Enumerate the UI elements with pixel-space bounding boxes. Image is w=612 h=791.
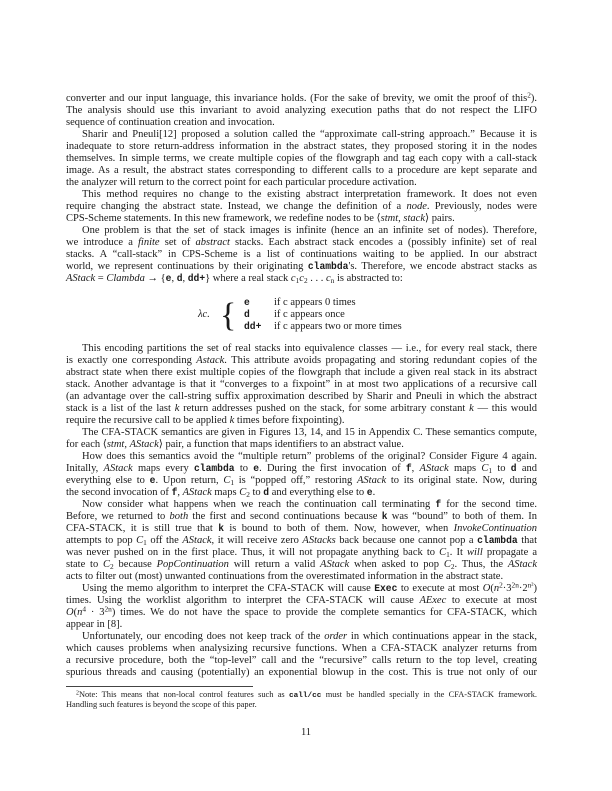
text-line (66, 499, 537, 511)
text-run: , (398, 213, 404, 224)
text-run: return addresses pushed on the stack, for some arbitrary constant (179, 403, 470, 414)
script-text: n² (527, 580, 534, 590)
text-line (66, 475, 537, 487)
text-line (66, 201, 537, 213)
script-text: 1 (230, 477, 235, 487)
text-run: to (234, 463, 254, 474)
italic-text: O (482, 583, 491, 594)
italic-text: AStacks (302, 535, 336, 546)
script-text: 2n (511, 580, 519, 590)
text-run: ( (73, 607, 78, 618)
case-value: dd+ (244, 321, 262, 332)
text-run: will return a valid (228, 559, 321, 570)
italic-text: stmt (380, 213, 399, 224)
italic-text: c (299, 273, 304, 284)
text-line (66, 427, 537, 439)
text-run: , (182, 273, 188, 284)
text-run: ) (533, 583, 537, 594)
text-line (66, 90, 537, 105)
formula-brace: { (220, 297, 237, 334)
text-run: to execute at most (446, 595, 538, 606)
text-line (66, 571, 537, 583)
paragraph (66, 189, 537, 225)
italic-text: Astack (196, 355, 225, 366)
text-run: Handling such features is beyond the scope of this paper. (66, 700, 257, 709)
formula-case (244, 309, 345, 321)
text-line (66, 367, 537, 379)
text-run: is exactly one corresponding (66, 355, 197, 366)
case-condition: if c appears 0 times (274, 297, 356, 308)
italic-text: k (174, 403, 180, 414)
text-line (66, 165, 537, 177)
text-run: . This attribute avoids propagating and storing redundant copies of the (224, 355, 538, 366)
text-line (66, 451, 537, 463)
text-run: attempts to pop (66, 535, 137, 546)
code-text: clambda (477, 535, 518, 546)
italic-text: C (103, 559, 111, 570)
text-line (66, 237, 537, 249)
case-value: e (244, 297, 250, 308)
code-text: e (253, 463, 260, 474)
italic-text: n (493, 583, 500, 594)
case-condition: if c appears once (274, 309, 345, 320)
text-run: . Upon return, (155, 475, 224, 486)
text-run: How does this semantics avoid the “multiple return” problems of the original? Consider Figure 4 again. (82, 451, 537, 462)
script-text: 2 (246, 489, 250, 499)
footnote (66, 690, 537, 710)
script-text: 2 (499, 580, 503, 590)
script-text: 2 (527, 90, 531, 100)
text-run: require the recursive call to be applied (66, 415, 230, 426)
code-text: k (381, 511, 388, 522)
text-run: maps (448, 463, 482, 474)
text-run: for the second time. (441, 499, 537, 510)
footnote-divider (66, 686, 253, 687)
text-run: This method requires no change to the existing abstract interpretation framework. It does not even (82, 189, 537, 200)
italic-text: finite (138, 237, 160, 248)
text-run: ⟩ pairs. (425, 213, 455, 224)
script-text: 2 (450, 561, 455, 571)
text-line (66, 690, 537, 700)
italic-text: stmt (106, 439, 125, 450)
code-text: clambda (193, 463, 235, 474)
text-line (66, 631, 537, 643)
text-run: · 3 (86, 607, 105, 618)
text-run: maps (211, 487, 240, 498)
text-run: propagate a (482, 547, 537, 558)
text-line (66, 213, 537, 225)
text-run: 's. Therefore, we encode abstract stacks as (348, 261, 537, 272)
italic-text: C (443, 559, 451, 570)
text-run: The analysis should use this invariant to avoid analyzing execution paths that do not respect the LIFO (66, 105, 537, 116)
text-run: acts to filter out (most) unwanted continuations from the overestimated information in the abstract state. (66, 571, 504, 582)
paragraph (66, 129, 537, 189)
code-text: dd+ (187, 273, 206, 284)
italic-text: k (229, 415, 235, 426)
text-line (66, 225, 537, 237)
italic-text: stack (403, 213, 425, 224)
text-run: . Previously, nodes were (426, 201, 538, 212)
text-line (66, 105, 537, 117)
italic-text: AStack (507, 559, 537, 570)
paragraph (66, 427, 537, 451)
text-run: ) times. We do not have the space to provide the complete semantics for CFA-STACK, which (111, 607, 537, 618)
text-run: . . . (307, 273, 326, 284)
italic-text: AStack (182, 535, 212, 546)
text-line (66, 177, 537, 189)
text-run: CPS-Scheme statements. In this new framework, we redefine nodes to be ⟨ (66, 213, 381, 224)
italic-text: k (469, 403, 474, 414)
document-page (66, 90, 538, 679)
text-line (66, 403, 537, 415)
text-run: a recursive procedure, both the “top-level” call and the “recursive” calls return to the top level, creating (66, 655, 537, 666)
text-run: sequence of continuation creation and invocation. (66, 117, 275, 128)
text-run: and everything else to (269, 487, 367, 498)
italic-text: AStack (66, 273, 96, 284)
italic-text: C (239, 487, 247, 498)
italic-text: O (66, 607, 74, 618)
text-run: stack is a list of the last (66, 403, 175, 414)
text-line (66, 559, 537, 571)
italic-text: Clambda (106, 273, 145, 284)
text-run: converter and our input language, this invariance holds. (For the sake of brevity, we omit the proof of this (66, 93, 528, 104)
code-text: d (510, 463, 517, 474)
text-line (66, 415, 537, 427)
text-line (66, 511, 537, 523)
formula-lambda: λc. (198, 309, 210, 320)
text-run: Before, we returned to (66, 511, 170, 522)
paragraph (66, 225, 537, 285)
code-text: e (366, 487, 373, 498)
text-run: Note: This means that non-local control features such as (78, 690, 289, 699)
text-run: Initally, (66, 463, 104, 474)
text-run: is bound to both of them. Now, however, when (224, 523, 454, 534)
body-text-part-1 (66, 90, 538, 285)
italic-text: node (406, 201, 427, 212)
text-run: } where a real stack (205, 273, 291, 284)
text-run: Using the memo algorithm to interpret the CFA-STACK will cause (82, 583, 375, 594)
text-run: , it will receive zero (211, 535, 303, 546)
case-condition: if c appears two or more times (274, 321, 402, 332)
text-run: ·3 (502, 583, 512, 594)
code-text: call/cc (288, 692, 322, 700)
text-run: and (516, 463, 538, 474)
text-line (66, 643, 537, 655)
text-line (66, 439, 537, 451)
paragraph (66, 499, 537, 583)
formula-case (244, 297, 356, 309)
text-run: . During the first invocation of (259, 463, 406, 474)
italic-text: both (169, 511, 189, 522)
text-line (66, 153, 537, 165)
text-run: One problem is that the set of stack images is infinite (hence an an infinite set of nodes). Therefore, (82, 225, 537, 236)
text-run: to (492, 463, 511, 474)
text-run: image. As a result, the abstract states corresponding to different calls to a procedure are kept separate and (66, 165, 537, 176)
text-run: Sharir and Pneuli[12] proposed a solution called the “approximate call-string approach.” Because it is (82, 129, 537, 140)
text-run: — this would (473, 403, 538, 414)
text-run: Now consider what happens when we reach the continuation call terminating (82, 499, 436, 510)
paragraph (66, 343, 537, 427)
italic-text: C (223, 475, 231, 486)
text-line (66, 487, 537, 499)
text-run: , (124, 439, 130, 450)
text-run: we introduce a (66, 237, 139, 248)
text-run: the first and second continuations because (188, 511, 382, 522)
text-run: world, we represent continuations by their originating (66, 261, 308, 272)
text-line (66, 580, 537, 595)
text-line (66, 604, 537, 619)
italic-text: AStack (320, 559, 350, 570)
text-line (66, 117, 537, 129)
text-run: → { (144, 273, 166, 284)
page-number: 11 (300, 727, 312, 738)
text-run: everything else to (66, 475, 150, 486)
text-line (66, 343, 537, 355)
script-text: 1 (488, 465, 493, 475)
code-text: Exec (374, 583, 398, 594)
text-run: times before fixpointing). (234, 415, 345, 426)
text-run: that (517, 535, 537, 546)
text-line (66, 595, 537, 607)
italic-text: AStack (356, 475, 387, 486)
text-run: for each ⟨ (66, 439, 107, 450)
text-run: abstract state when there exist multiple copies of the flowgraph that include a given real stack in its abstract (66, 367, 537, 378)
script-text: 2 (303, 275, 308, 285)
text-run: ·2 (518, 583, 528, 594)
text-line (66, 391, 537, 403)
italic-text: PopContinuation (156, 559, 229, 570)
code-text: f (405, 463, 412, 474)
text-run: which causes problems when analysizing recursive functions. When a CFA-STACK analyzer returns from (66, 643, 537, 654)
text-run: stacks. Each abstract stack encodes a (possibly infinite) set of real (229, 237, 537, 248)
code-text: e (149, 475, 156, 486)
text-run: maps every (132, 463, 194, 474)
italic-text: will (467, 547, 483, 558)
text-run: . It (449, 547, 467, 558)
footnote-text (66, 690, 537, 710)
text-line (66, 535, 537, 547)
text-line (66, 700, 537, 710)
italic-text: C (481, 463, 489, 474)
text-run: in which continuations appear in the stack, (347, 631, 538, 642)
text-run: stacks. A “call-stack” in CPS-Scheme is a list of continuations waiting to be applied. In our abstract (66, 249, 537, 260)
text-run: is “popped off,” restoring (234, 475, 357, 486)
italic-text: InvokeContinuation (453, 523, 537, 534)
italic-text: AStack (182, 487, 212, 498)
body-text-part-2 (66, 343, 537, 679)
text-line (66, 523, 537, 535)
code-text: f (435, 499, 442, 510)
italic-text: C (136, 535, 144, 546)
code-text: d (263, 487, 270, 498)
code-text: d (176, 273, 183, 284)
text-line (66, 463, 537, 475)
text-run: off the (146, 535, 183, 546)
text-run: ). (530, 93, 537, 104)
text-line (66, 619, 537, 631)
abstraction-formula (66, 297, 537, 334)
text-run: This encoding partitions the set of real stacks into equivalence classes — i.e., for every real stack, there (82, 343, 537, 354)
text-run: is abstracted to: (334, 273, 403, 284)
text-line (66, 655, 537, 667)
text-line (66, 189, 537, 201)
paragraph (66, 631, 537, 679)
text-run: to execute at most (397, 583, 483, 594)
text-run: times. Using the worklist algorithm to interpret the CFA-STACK will cause (66, 595, 420, 606)
script-text: 1 (446, 549, 450, 559)
script-text: 2n (104, 604, 112, 614)
text-run: themselves. In simple terms, we create multiple copies of the flowgraph and tag each copy with a call-stack (66, 153, 537, 164)
paragraph (66, 90, 537, 129)
italic-text: AStack (419, 463, 449, 474)
text-line (66, 667, 537, 679)
text-run: Unfortunately, our encoding does not keep track of the (82, 631, 325, 642)
text-run: back because one cannot pop a (335, 535, 478, 546)
italic-text: order (324, 631, 348, 642)
text-run: was “bound” to both of them. In (387, 511, 537, 522)
text-run: was never pushed on in the first place. Thus, it will not propagate anything back to (66, 547, 440, 558)
text-run: the second invocation of (66, 487, 172, 498)
formula-case (244, 321, 402, 333)
script-text: 4 (82, 604, 87, 614)
text-run: stack. Another advantage is that it “converges to a fixpoint” in at most two applications of a recursive call (66, 379, 537, 390)
italic-text: c (290, 273, 296, 284)
italic-text: C (439, 547, 447, 558)
text-run: , (177, 487, 183, 498)
text-run: CFA-STACK, it is still true that (66, 523, 219, 534)
text-line (66, 547, 537, 559)
italic-text: AExec (419, 595, 447, 606)
text-run: the analyzer will return to the correct point for each particular procedure activation. (66, 177, 417, 188)
text-line (66, 261, 537, 273)
text-run: require changing the abstract state. Instead, we change the definition of a (66, 201, 407, 212)
text-run: . (372, 487, 376, 498)
code-text: f (171, 487, 178, 498)
script-text: 1 (143, 537, 147, 547)
script-text: 1 (295, 275, 300, 285)
text-run: inadequate to store return-address information in the abstract states, they proposed storing it in the nodes (66, 141, 537, 152)
text-line (66, 129, 537, 141)
text-run: to its original state. Now, during (386, 475, 537, 486)
text-run: because (113, 559, 157, 570)
script-text: 2 (110, 561, 114, 571)
italic-text: AStack (103, 463, 133, 474)
text-line (66, 355, 537, 367)
text-line (66, 379, 537, 391)
text-run: , (171, 273, 177, 284)
case-value: d (244, 309, 250, 320)
italic-text: abstract (195, 237, 230, 248)
italic-text: AStack (129, 439, 159, 450)
text-line (66, 273, 537, 285)
text-run: ( (490, 583, 494, 594)
paragraph (66, 580, 538, 631)
script-text: n (330, 275, 335, 285)
text-run: spurious threads and causing (potentially) an exponential blowup in the cost. This is true not only of our (66, 667, 537, 678)
text-run: The CFA-STACK semantics are given in Figures 13, 14, and 15 in Appendix C. These semantics compute, (82, 427, 537, 438)
text-run: (an advantage over the call-string suffix approximation described by Sharir and Pneuli in which the abstract (66, 391, 537, 402)
italic-text: c (325, 273, 331, 284)
text-line (66, 249, 537, 261)
text-line (66, 141, 537, 153)
text-run: must be handled specially in the CFA-STACK framework. (321, 690, 537, 699)
text-run: , (411, 463, 420, 474)
text-run: state to (66, 559, 104, 570)
text-run: when asked to pop (349, 559, 444, 570)
text-run: ⟩ pair, a function that maps identifiers to an abstract value. (158, 439, 404, 450)
code-text: clambda (307, 261, 349, 272)
text-run: . Thus, the (454, 559, 508, 570)
script-text: 2 (76, 690, 79, 697)
paragraph (66, 451, 537, 499)
italic-text: n (77, 607, 83, 618)
code-text: k (218, 523, 225, 534)
code-text: e (165, 273, 172, 284)
text-run: set of (159, 237, 196, 248)
text-run: = (95, 273, 107, 284)
text-run: to (249, 487, 264, 498)
text-run: appear in [8]. (66, 619, 123, 630)
